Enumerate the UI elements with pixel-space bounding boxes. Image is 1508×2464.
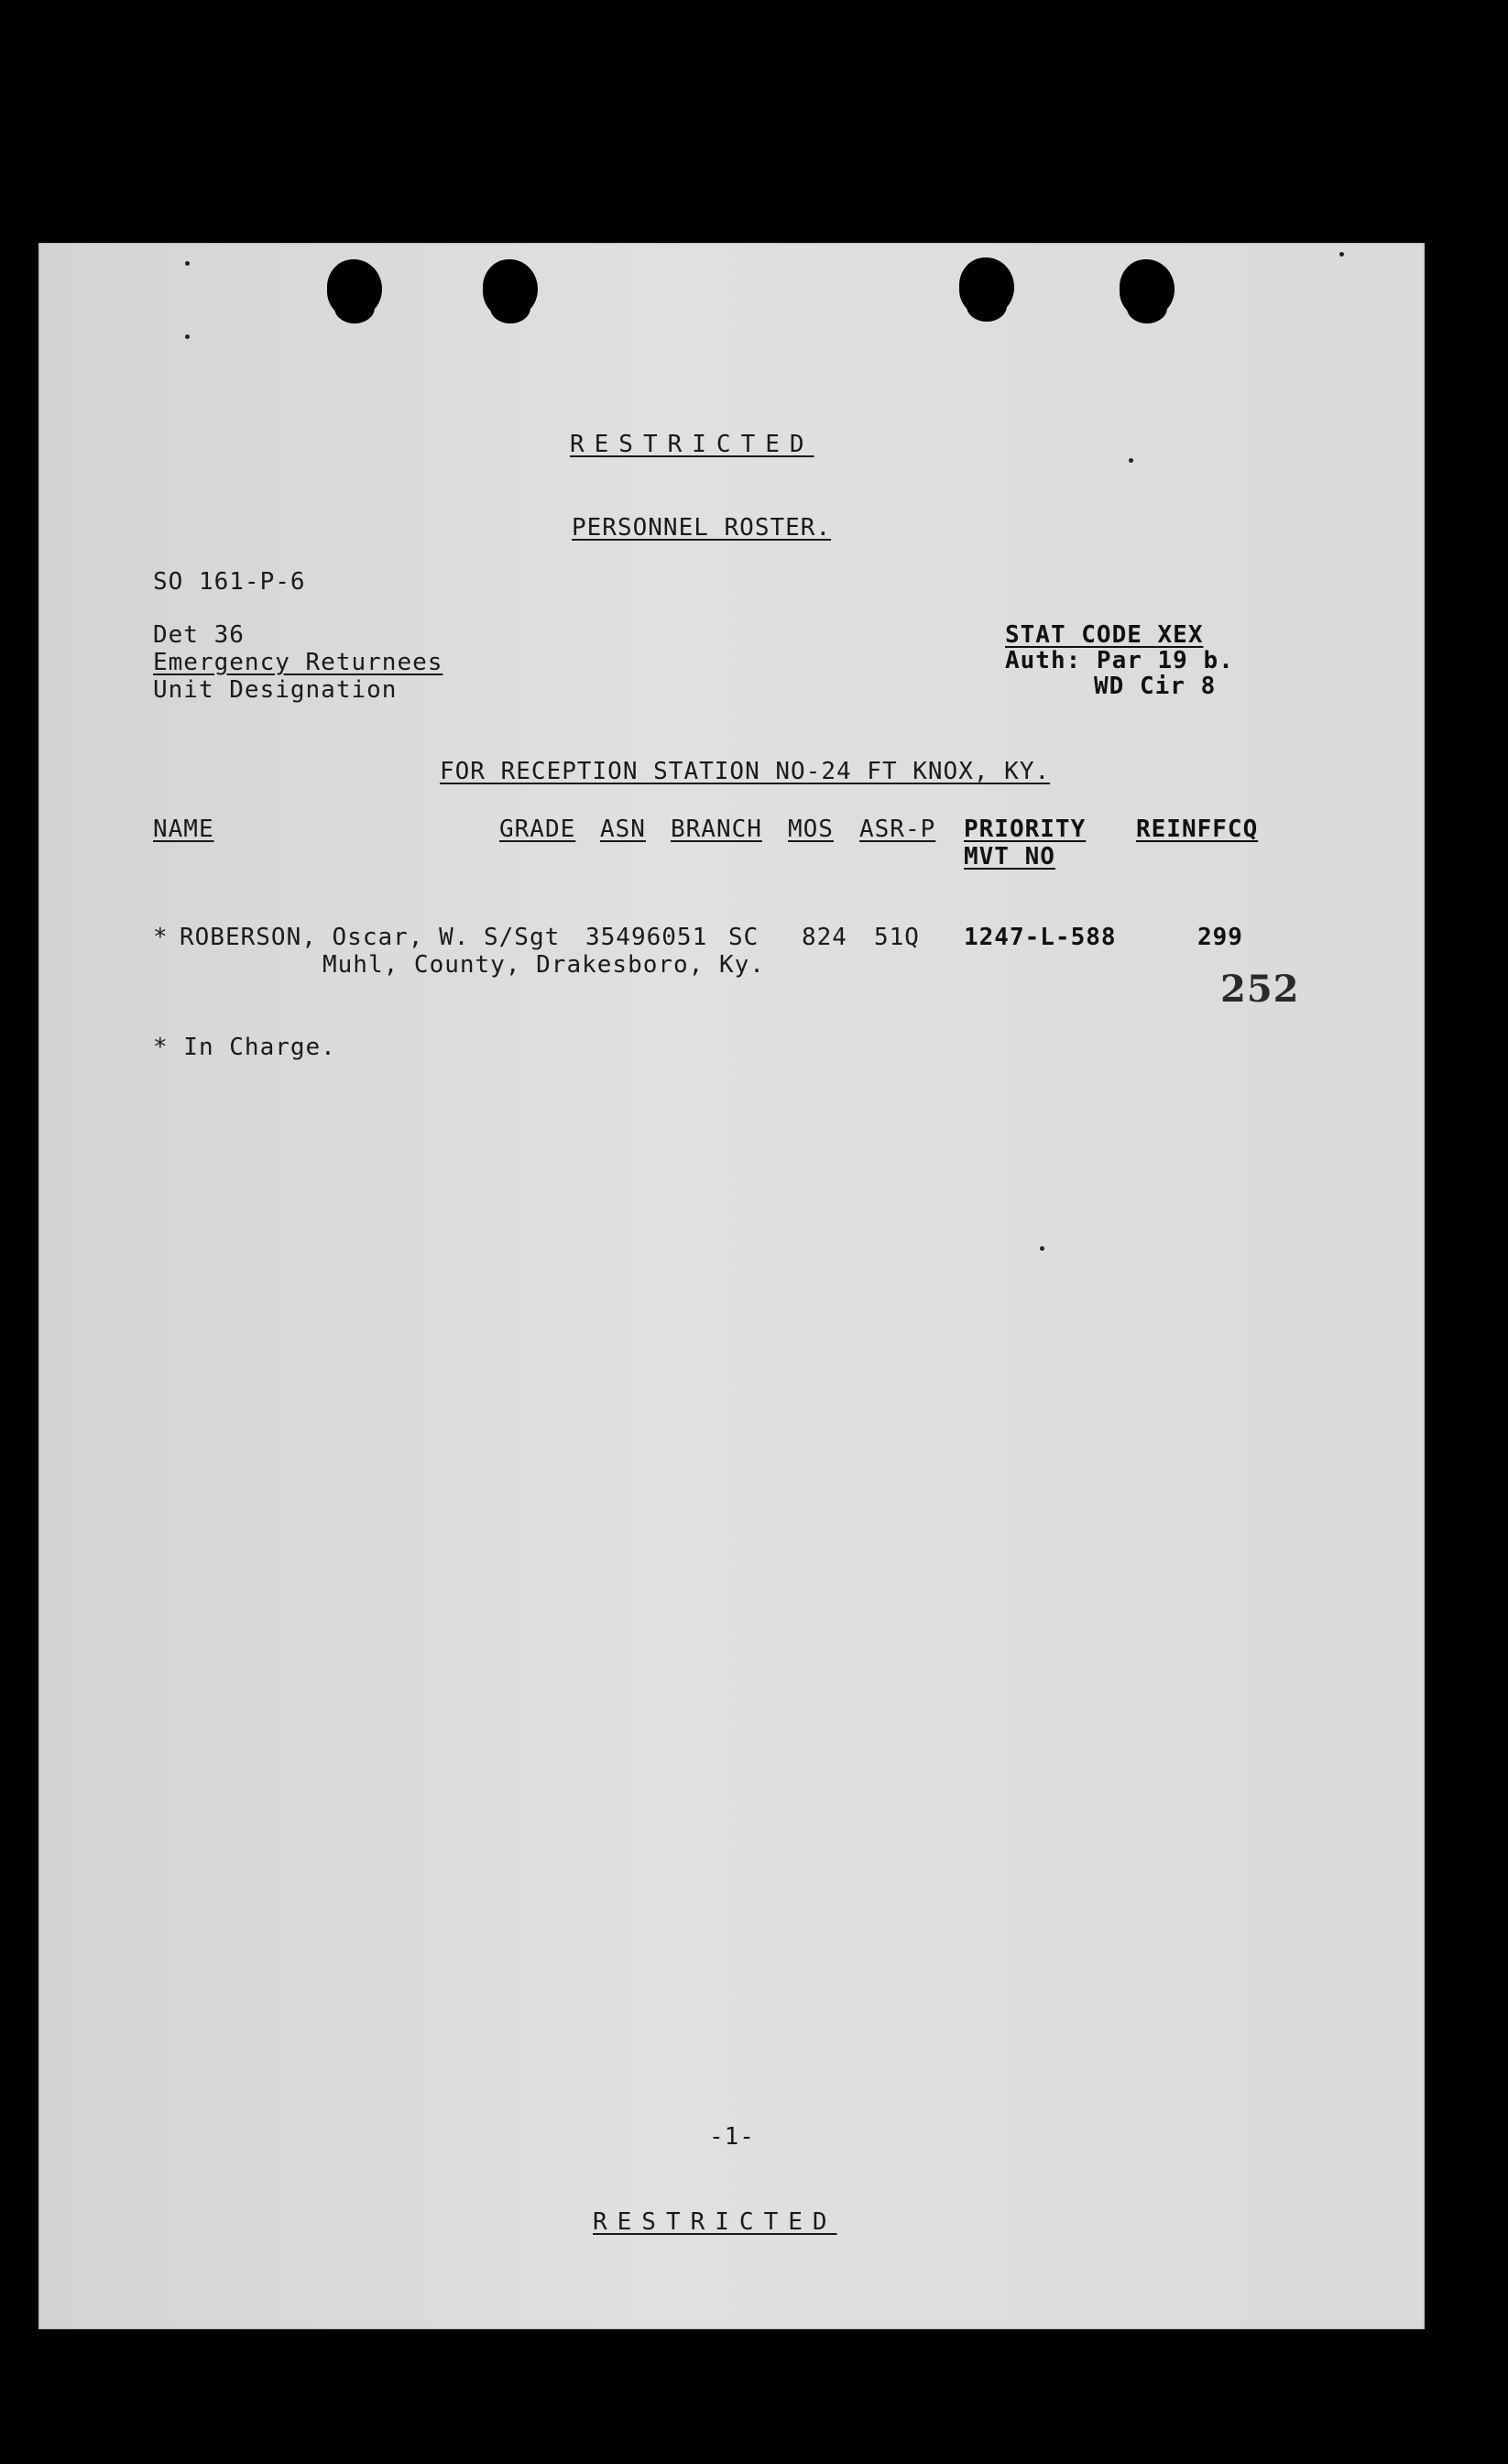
document-page bbox=[38, 243, 1425, 2329]
page-number: -1- bbox=[709, 2123, 755, 2151]
stat-code-circular: WD Cir 8 bbox=[1094, 673, 1217, 700]
row-mos: 824 bbox=[802, 924, 847, 951]
speck bbox=[185, 334, 190, 339]
unit-name: Emergency Returnees bbox=[153, 649, 443, 676]
punch-hole-3 bbox=[959, 257, 1014, 316]
col-header-asn: ASN bbox=[600, 816, 646, 843]
punch-hole-1 bbox=[327, 259, 382, 318]
speck bbox=[185, 261, 190, 266]
stat-code-auth: Auth: Par 19 b. bbox=[1005, 647, 1234, 674]
col-header-name: NAME bbox=[153, 816, 214, 843]
col-header-priority: PRIORITY bbox=[964, 816, 1087, 843]
row-branch: SC bbox=[728, 924, 759, 951]
col-header-reinfcq: REINFFCQ bbox=[1136, 816, 1259, 843]
row-asn: 35496051 bbox=[585, 924, 708, 951]
roster-title: PERSONNEL ROSTER. bbox=[572, 514, 832, 542]
order-reference: SO 161-P-6 bbox=[153, 568, 306, 596]
row-name: ROBERSON, Oscar, W. bbox=[180, 924, 470, 951]
classification-footer: RESTRICTED bbox=[593, 2208, 837, 2236]
col-header-mos: MOS bbox=[788, 816, 834, 843]
row-address: Muhl, County, Drakesboro, Ky. bbox=[322, 951, 765, 979]
col-header-branch: BRANCH bbox=[671, 816, 762, 843]
footnote: * In Charge. bbox=[153, 1034, 336, 1061]
destination-line: FOR RECEPTION STATION NO-24 FT KNOX, KY. bbox=[440, 758, 1051, 785]
speck bbox=[1339, 252, 1344, 257]
col-header-mvt-no: MVT NO bbox=[964, 843, 1055, 871]
unit-det: Det 36 bbox=[153, 621, 245, 649]
speck bbox=[1129, 458, 1133, 463]
unit-designation-label: Unit Designation bbox=[153, 676, 398, 704]
row-grade: S/Sgt bbox=[484, 924, 561, 951]
row-reinfcq: 299 bbox=[1197, 924, 1243, 951]
punch-hole-4 bbox=[1120, 259, 1175, 318]
classification-header: RESTRICTED bbox=[570, 431, 814, 458]
row-priority: 1247-L-588 bbox=[964, 924, 1117, 951]
speck bbox=[1040, 1246, 1044, 1251]
punch-hole-2 bbox=[483, 259, 538, 318]
col-header-asr: ASR-P bbox=[859, 816, 936, 843]
stamped-number: 252 bbox=[1220, 968, 1300, 1011]
col-header-grade: GRADE bbox=[499, 816, 576, 843]
row-asr: 51Q bbox=[874, 924, 920, 951]
row-marker: * bbox=[153, 924, 169, 951]
stat-code-stamp: STAT CODE XEX bbox=[1005, 621, 1204, 649]
